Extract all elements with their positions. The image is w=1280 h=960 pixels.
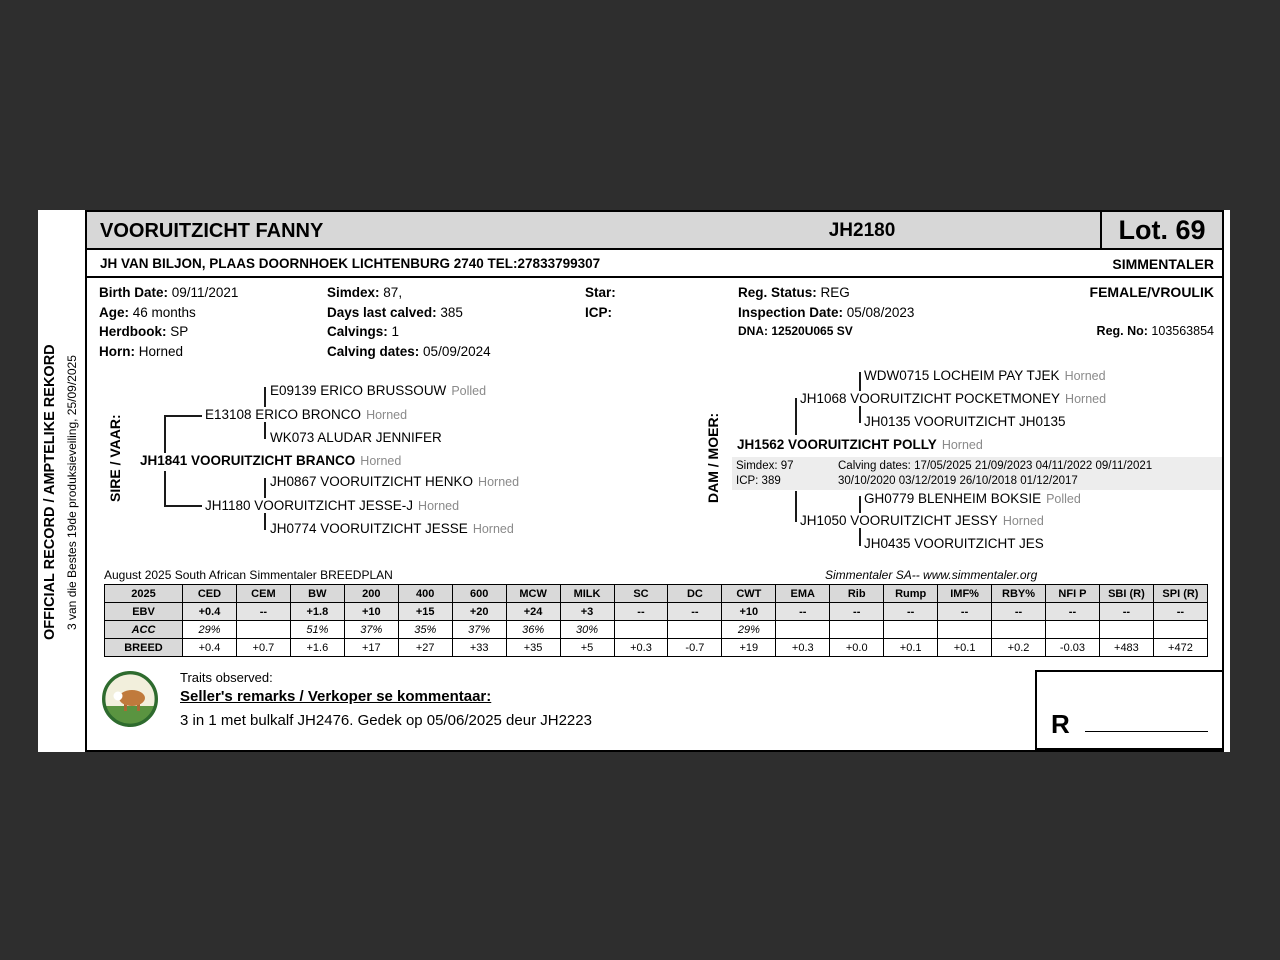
breedplan-column-header: 200 [344, 585, 398, 603]
breedplan-cell: -- [1099, 603, 1153, 621]
pedigree-dam-sire [797, 391, 1109, 406]
breedplan-column-header: BW [290, 585, 344, 603]
breedplan-cell: +19 [722, 639, 776, 657]
animal-name: E09139 ERICO BRUSSOUW [270, 383, 447, 398]
breedplan-column-header: CED [183, 585, 237, 603]
field-value: 46 months [132, 304, 196, 320]
breedplan-cell: 29% [722, 621, 776, 639]
price-box [1035, 670, 1224, 750]
info-column-3 [585, 283, 616, 322]
field-value: 12520U065 SV [771, 324, 853, 339]
breedplan-cell [1046, 621, 1100, 639]
breedplan-column-header: RBY% [992, 585, 1046, 603]
info-column-2 [327, 283, 491, 361]
breedplan-cell: -- [992, 603, 1046, 621]
info-age [99, 303, 238, 323]
breedplan-cell: +0.3 [776, 639, 830, 657]
breedplan-cell: +0.3 [614, 639, 668, 657]
info-reg-status [738, 283, 914, 303]
animal-name: E13108 ERICO BRONCO [205, 407, 362, 422]
breedplan-row-label: EBV [105, 603, 183, 621]
horn-status: Horned [1064, 369, 1106, 383]
field-value: 103563854 [1151, 324, 1214, 338]
currency-symbol: R [1051, 709, 1070, 739]
breedplan-cell [614, 621, 668, 639]
breedplan-cell: -- [776, 603, 830, 621]
dam-calving-line1: Calving dates: 17/05/2025 21/09/2023 04/11/2022 09/11/2021 [838, 460, 1153, 472]
breedplan-cell [884, 621, 938, 639]
field-label: Simdex: [327, 285, 380, 300]
info-days-last-calved [327, 303, 491, 323]
animal-name: JH1180 VOORUITZICHT JESSE-J [205, 498, 414, 513]
field-value: Horned [138, 343, 184, 359]
breedplan-cell: +0.1 [938, 639, 992, 657]
breedplan-column-header: SC [614, 585, 668, 603]
breedplan-column-header: MILK [560, 585, 614, 603]
breedplan-column-header: NFI P [1046, 585, 1100, 603]
field-label: Horn: [99, 343, 135, 359]
seller-remarks-text: 3 in 1 met bulkalf JH2476. Gedek op 05/06/2025 deur JH2223 [180, 712, 592, 729]
breedplan-cell: +20 [452, 603, 506, 621]
pedigree-sire-dam-sire [267, 474, 522, 489]
field-label: Star: [585, 285, 616, 300]
breedplan-row [105, 639, 1208, 657]
animal-name: WDW0715 LOCHEIM PAY TJEK [864, 368, 1060, 383]
breedplan-header-row [105, 585, 1208, 603]
info-calving-dates [327, 342, 491, 362]
breedplan-cell: 37% [344, 621, 398, 639]
breedplan-column-header: 2025 [105, 585, 183, 603]
info-inspection-date [738, 303, 914, 323]
horn-status: Polled [451, 384, 487, 398]
breedplan-title: August 2025 South African Simmentaler BREEDPLAN [104, 568, 393, 582]
breedplan-column-header: DC [668, 585, 722, 603]
breedplan-cell: +3 [560, 603, 614, 621]
animal-name: JH0867 VOORUITZICHT HENKO [270, 474, 474, 489]
header-bar [87, 212, 1222, 250]
horn-status: Horned [472, 522, 514, 536]
info-column-4 [738, 283, 914, 342]
breedplan-cell: +483 [1099, 639, 1153, 657]
sex-label: FEMALE/VROULIK [1089, 284, 1214, 300]
field-label: Calvings: [327, 324, 388, 340]
breed-name: SIMMENTALER [1112, 256, 1214, 272]
sire-axis-label: SIRE / VAAR: [107, 414, 123, 502]
field-label: Days last calved: [327, 304, 437, 320]
registration-number [1097, 324, 1214, 338]
dam-calving-dates [838, 459, 1218, 488]
pedigree-sire-sire-dam [267, 430, 450, 445]
breedplan-column-header: CWT [722, 585, 776, 603]
simmentaler-logo-icon [101, 670, 159, 728]
breedplan-cell: +1.6 [290, 639, 344, 657]
field-label: ICP: [585, 304, 612, 320]
pedigree-dam-sire-dam [861, 414, 1074, 429]
breedplan-cell: +0.4 [183, 603, 237, 621]
horn-status: Horned [478, 475, 520, 489]
pedigree-connector-line [164, 415, 166, 453]
horn-status: Horned [941, 438, 983, 452]
field-label: Reg. No: [1096, 324, 1148, 338]
breedplan-cell [830, 621, 884, 639]
breedplan-cell: +17 [344, 639, 398, 657]
breedplan-column-header: MCW [506, 585, 560, 603]
animal-name: JH1068 VOORUITZICHT POCKETMONEY [800, 391, 1061, 406]
breedplan-cell: +27 [398, 639, 452, 657]
breedplan-cell: -0.7 [668, 639, 722, 657]
pedigree-sire-dam-dam [267, 521, 517, 536]
breedplan-column-header: 400 [398, 585, 452, 603]
breedplan-cell: +35 [506, 639, 560, 657]
pedigree-connector-line [164, 505, 203, 507]
pedigree-sire-sire-sire [267, 383, 489, 398]
horn-status: Polled [1046, 492, 1081, 506]
breedplan-cell: +24 [506, 603, 560, 621]
breedplan-cell: 36% [506, 621, 560, 639]
dam-axis-label: DAM / MOER: [705, 412, 721, 504]
breedplan-row [105, 603, 1208, 621]
dam-stats-left [736, 459, 838, 488]
breedplan-cell: 37% [452, 621, 506, 639]
breedplan-cell: -- [938, 603, 992, 621]
dam-stats-block [732, 457, 1222, 490]
breedplan-cell [236, 621, 290, 639]
pedigree-sire-sire [202, 407, 410, 422]
horn-status: Horned [1002, 514, 1044, 528]
field-label: Birth Date: [99, 285, 169, 300]
breedplan-cell: -- [830, 603, 884, 621]
pedigree-connector-line [164, 415, 203, 417]
animal-name-title: VOORUITZICHT FANNY [100, 220, 324, 242]
animal-name: JH1562 VOORUITZICHT POLLY [737, 437, 937, 452]
animal-name: JH0774 VOORUITZICHT JESSE [270, 521, 468, 536]
breedplan-row [105, 621, 1208, 639]
breedplan-cell: 51% [290, 621, 344, 639]
breedplan-column-header: SPI (R) [1153, 585, 1207, 603]
breedplan-cell [668, 621, 722, 639]
pedigree-connector-line [164, 471, 166, 507]
breedplan-cell [776, 621, 830, 639]
breedplan-body [105, 603, 1208, 657]
breedplan-cell [1153, 621, 1207, 639]
breedplan-cell: +10 [722, 603, 776, 621]
info-birth-date [99, 283, 238, 303]
breedplan-cell [938, 621, 992, 639]
catalog-sheet [38, 210, 1230, 752]
field-value: REG [820, 285, 850, 300]
pedigree-sire [137, 453, 404, 468]
horn-status: Horned [360, 454, 402, 468]
animal-name: JH1050 VOORUITZICHT JESSY [800, 513, 998, 528]
info-simdex [327, 283, 491, 303]
breedplan-cell: +0.2 [992, 639, 1046, 657]
breedplan-table [104, 584, 1208, 657]
field-label: DNA: [738, 324, 768, 339]
field-value: 1 [391, 324, 400, 340]
info-column-1 [99, 283, 238, 361]
breedplan-column-header: IMF% [938, 585, 992, 603]
breedplan-cell: +33 [452, 639, 506, 657]
field-value: 385 [440, 304, 463, 320]
info-herdbook [99, 322, 238, 342]
margin-sale-info-text: 3 van die Bestes 19de produksieveiling, 25/09/2025 [65, 355, 79, 630]
breedplan-cell: +0.7 [236, 639, 290, 657]
info-icp [585, 303, 616, 323]
seller-remarks-label: Seller's remarks / Verkoper se kommentaar: [180, 688, 492, 705]
animal-id: JH2180 [828, 220, 896, 241]
lot-card [85, 210, 1224, 752]
breedplan-cell: -- [884, 603, 938, 621]
field-label: Reg. Status: [738, 285, 817, 300]
pedigree-sire-dam [202, 498, 462, 513]
breedplan-cell: +472 [1153, 639, 1207, 657]
breedplan-column-header: Rump [884, 585, 938, 603]
info-calvings [327, 322, 491, 342]
breedplan-cell: +1.8 [290, 603, 344, 621]
pedigree-dam-sire-sire [861, 368, 1109, 383]
breedplan-cell [1099, 621, 1153, 639]
breedplan-cell: -- [668, 603, 722, 621]
info-star [585, 283, 616, 303]
breedplan-cell: 30% [560, 621, 614, 639]
field-value: 05/08/2023 [846, 304, 915, 320]
breedplan-cell: -0.03 [1046, 639, 1100, 657]
breedplan-column-header: 600 [452, 585, 506, 603]
dam-calving-line2: 30/10/2020 03/12/2019 26/10/2018 01/12/2017 [838, 475, 1078, 487]
animal-name: GH0779 BLENHEIM BOKSIE [864, 491, 1042, 506]
breedplan-cell: -- [1046, 603, 1100, 621]
animal-name: JH1841 VOORUITZICHT BRANCO [140, 453, 356, 468]
owner-bar [87, 252, 1222, 278]
dam-icp: ICP: 389 [736, 475, 781, 487]
breedplan-column-header: SBI (R) [1099, 585, 1153, 603]
animal-name: JH0435 VOORUITZICHT JES [864, 536, 1044, 551]
breedplan-cell: +15 [398, 603, 452, 621]
breedplan-cell: -- [614, 603, 668, 621]
field-label: Calving dates: [327, 343, 420, 359]
field-value: SP [170, 324, 189, 340]
field-label: Age: [99, 304, 129, 320]
margin-official-record-text: OFFICIAL RECORD / AMPTELIKE REKORD [42, 344, 58, 641]
breedplan-cell: +0.4 [183, 639, 237, 657]
dam-simdex: Simdex: 97 [736, 460, 794, 472]
pedigree-dam-dam [797, 513, 1047, 528]
pedigree-dam-dam-sire [861, 491, 1084, 506]
field-label: Inspection Date: [738, 304, 844, 320]
breedplan-cell: +10 [344, 603, 398, 621]
lot-number: Lot. 69 [1100, 212, 1222, 250]
breedplan-cell: -- [236, 603, 290, 621]
breedplan-cell: -- [1153, 603, 1207, 621]
horn-status: Horned [418, 499, 460, 513]
breedplan-cell: +5 [560, 639, 614, 657]
breedplan-row-label: ACC [105, 621, 183, 639]
horn-status: Horned [1065, 392, 1107, 406]
pedigree-dam-dam-dam [861, 536, 1052, 551]
animal-name: JH0135 VOORUITZICHT JH0135 [864, 414, 1066, 429]
breedplan-row-label: BREED [105, 639, 183, 657]
breedplan-source: Simmentaler SA-- www.simmentaler.org [825, 568, 1038, 582]
field-value: 87, [383, 285, 403, 300]
breedplan-column-header: Rib [830, 585, 884, 603]
breedplan-cell: +0.1 [884, 639, 938, 657]
traits-observed-label: Traits observed: [180, 670, 273, 685]
info-horn [99, 342, 238, 362]
info-dna [738, 322, 914, 342]
horn-status: Horned [366, 408, 408, 422]
breedplan-column-header: CEM [236, 585, 290, 603]
pedigree-dam [734, 437, 986, 452]
owner-contact: JH VAN BILJON, PLAAS DOORNHOEK LICHTENBURG 2740 TEL:27833799307 [100, 256, 601, 271]
breedplan-cell [992, 621, 1046, 639]
animal-name: WK073 ALUDAR JENNIFER [270, 430, 442, 445]
breedplan-column-header: EMA [776, 585, 830, 603]
field-value: 09/11/2021 [171, 285, 239, 300]
breedplan-cell: 35% [398, 621, 452, 639]
breedplan-cell: +0.0 [830, 639, 884, 657]
price-blank-line [1085, 731, 1208, 732]
field-label: Herdbook: [99, 324, 167, 340]
field-value: 05/09/2024 [423, 343, 491, 359]
breedplan-cell: 29% [183, 621, 237, 639]
